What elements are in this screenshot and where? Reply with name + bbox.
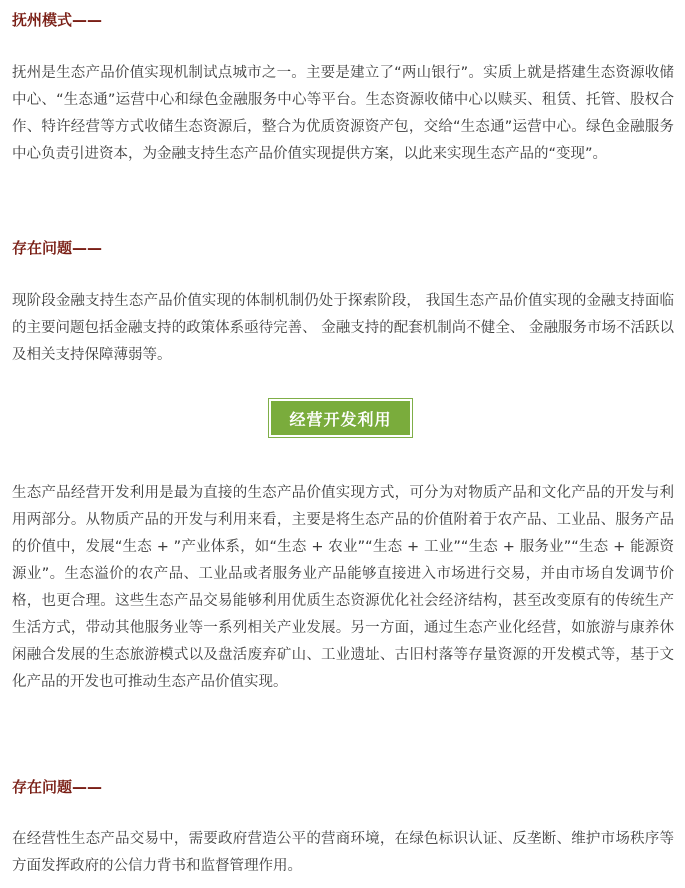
section-heading-problems-1: 存在问题—— bbox=[12, 239, 103, 257]
section-heading-problems-2: 存在问题—— bbox=[12, 778, 103, 796]
paragraph-fuzhou-model: 抚州是生态产品价值实现机制试点城市之一。主要是建立了“两山银行”。实质上就是搭建生态资源收储中心、“生态通”运营中心和绿色金融服务中心等平台。生态资源收储中心以赎买、租赁、托管、股权合作、特许经营等方式收储生态资源后，整合为优质资源资产包，交给“生态通”运营中心。绿色金融服务中心负责引进资本，为金融支持生态产品价值实现提供方案，以此来实现生态产品的“变现”。 bbox=[12, 65, 674, 162]
paragraph-problems-2: 在经营性生态产品交易中，需要政府营造公平的营商环境，在绿色标识认证、反垄断、维护市场秩序等方面发挥政府的公信力背书和监督管理作用。 bbox=[12, 831, 674, 874]
section-badge-business-development: 经营开发利用 bbox=[271, 401, 410, 435]
section-heading-fuzhou-model: 抚州模式—— bbox=[12, 11, 103, 29]
section-badge-frame bbox=[268, 398, 413, 438]
paragraph-problems-1: 现阶段金融支持生态产品价值实现的体制机制仍处于探索阶段， 我国生态产品价值实现的金融支持面临的主要问题包括金融支持的政策体系亟待完善、 金融支持的配套机制尚不健全、 金融服务市场不活跃以及相关支持保障薄弱等。 bbox=[12, 293, 674, 363]
paragraph-business-development: 生态产品经营开发利用是最为直接的生态产品价值实现方式，可分为对物质产品和文化产品的开发与利用两部分。从物质产品的开发与利用来看，主要是将生态产品的价值附着于农产品、工业品、服务产品的价值中，发展“生态 + ”产业体系，如“生态 + 农业”“生态 + 工业”“生态 + 服务业”“生态 + 能源资源业”。生态溢价的农产品、工业品或者服务业产品能够直接进入市场进行交易，并由市场自发调节价格，也更合理。这些生态产品交易能够利用优质生态资源优化社会经济结构，甚至改变原有的传统生产生活方式，带动其他服务业等一系列相关产业发展。另一方面，通过生态产业化经营，如旅游与康养休闲融合发展的生态旅游模式以及盘活废弃矿山、工业遗址、古旧村落等存量资源的开发模式等，基于文化产品的开发也可推动生态产品价值实现。 bbox=[12, 485, 674, 690]
